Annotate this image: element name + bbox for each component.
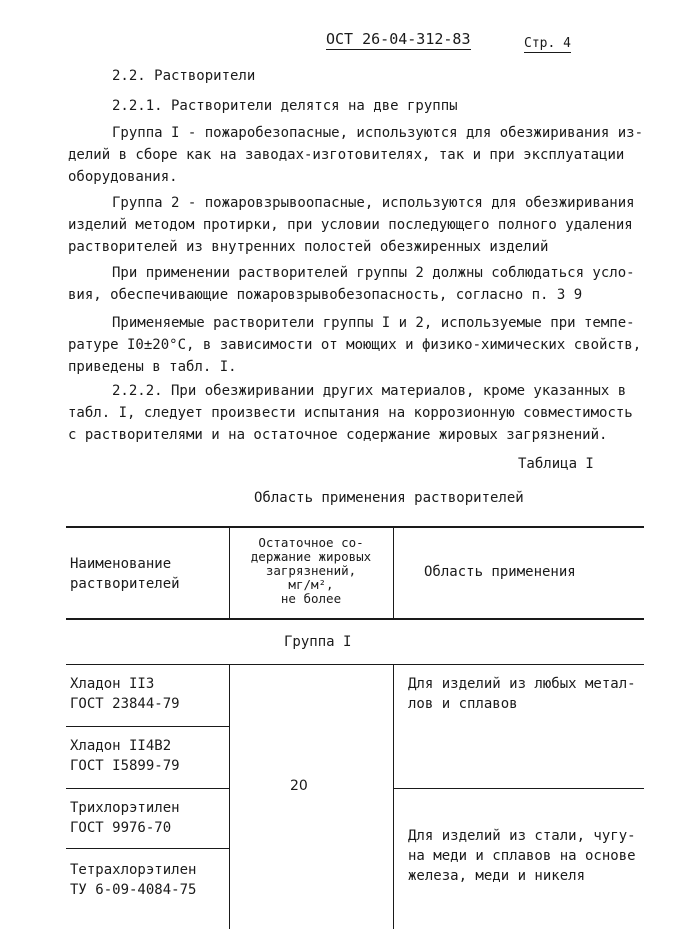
header-solvent-name: Наименование растворителей xyxy=(70,556,180,592)
table-caption: Область применения растворителей xyxy=(254,490,524,506)
section-heading: 2.2. Растворители xyxy=(112,68,256,84)
table-header-rule xyxy=(66,618,644,620)
header-application-area: Область применения xyxy=(424,564,576,580)
residual-value: 20 xyxy=(290,778,308,794)
paragraph-applied-solvents: Применяемые растворители группы I и 2, используемые при темпе- ратуре I0±20°С, в зависимости от моющих и физико-химических свойств, приведены в табл. I. xyxy=(68,315,642,375)
table-body-divider-2 xyxy=(393,664,394,929)
row-rule-2 xyxy=(66,788,229,789)
application-area-1: Для изделий из любых метал- лов и сплавов xyxy=(408,676,636,712)
table-label: Таблица I xyxy=(518,456,594,472)
document-code: ОСТ 26-04-312-83 xyxy=(326,30,471,48)
paragraph-conditions: При применении растворителей группы 2 должны соблюдаться усло- вия, обеспечивающие пожаровзрывобезопасность, согласно п. 3 9 xyxy=(68,265,635,303)
table-header-divider-2 xyxy=(393,527,394,618)
paragraph-group-1: Группа I - пожаробезопасные, используются для обезжиривания из- делий в сборе как на заводах-изготовителях, так и при эксплуатации оборудования. xyxy=(68,125,644,185)
table-row: Тетрахлорэтилен ТУ 6-09-4084-75 xyxy=(70,862,197,898)
table-body-divider-1 xyxy=(229,664,230,929)
row-rule-3 xyxy=(66,848,229,849)
group-label: Группа I xyxy=(284,634,352,650)
table-row: Трихлорэтилен ГОСТ 9976-70 xyxy=(70,800,180,836)
paragraph-group-2: Группа 2 - пожаровзрывоопасные, используются для обезжиривания изделий методом протирки, при условии последующего полного удаления растворителей из внутренних полостей обезжиренных изделий xyxy=(68,195,635,255)
table-row: Хладон II4В2 ГОСТ I5899-79 xyxy=(70,738,180,774)
table-group-rule xyxy=(66,664,644,665)
paragraph-other-materials: 2.2.2. При обезжиривании других материалов, кроме указанных в табл. I, следует произвести испытания на коррозионную совместимость с растворителями и на остаточное содержание жировых загрязнений. xyxy=(68,383,633,443)
table-header-divider-1 xyxy=(229,527,230,618)
row-rule-1 xyxy=(66,726,229,727)
page-number: Стр. 4 xyxy=(524,36,571,51)
subsection-heading: 2.2.1. Растворители делятся на две группы xyxy=(112,98,458,114)
application-area-2: Для изделий из стали, чугу- на меди и сплавов на основе железа, меди и никеля xyxy=(408,828,636,884)
table-row: Хладон II3 ГОСТ 23844-79 xyxy=(70,676,180,712)
header-residual-content: Остаточное со- держание жировых загрязнений, мг/м², не более xyxy=(250,535,372,606)
table-top-rule xyxy=(66,526,644,528)
area-rule xyxy=(394,788,644,789)
